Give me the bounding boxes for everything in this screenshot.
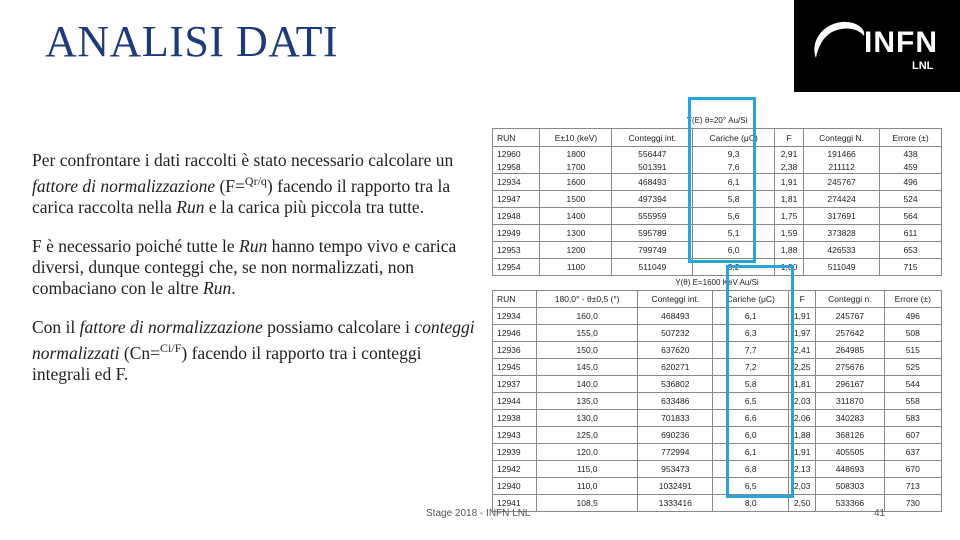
column-header: Errore (±) <box>880 129 942 147</box>
column-header: 180,0° - θ±0,5 (°) <box>537 291 638 308</box>
table-cell: 340283 <box>816 410 884 427</box>
table-cell: 12943 <box>493 427 537 444</box>
table-cell: 135,0 <box>537 393 638 410</box>
table-cell: 8,0 <box>713 495 789 512</box>
table-cell: 1100 <box>540 259 612 276</box>
table-cell: 524 <box>880 191 942 208</box>
table-cell: 497394 <box>612 191 693 208</box>
table-cell: 12960 <box>493 147 540 161</box>
table-cell: 2,06 <box>789 410 816 427</box>
table-cell: 1800 <box>540 147 612 161</box>
table-cell: 12944 <box>493 393 537 410</box>
table-cell: 368126 <box>816 427 884 444</box>
table1-caption: Y(E) θ=20° Au/Si <box>686 116 748 125</box>
table-cell: 12934 <box>493 174 540 191</box>
table-cell: 772994 <box>638 444 713 461</box>
table-cell: 3,2 <box>693 259 775 276</box>
table-cell: 507232 <box>638 325 713 342</box>
table-cell: 311870 <box>816 393 884 410</box>
column-header: Cariche (μC) <box>713 291 789 308</box>
table-cell: 125,0 <box>537 427 638 444</box>
table-cell: 1333416 <box>638 495 713 512</box>
table-cell: 701833 <box>638 410 713 427</box>
table-row <box>493 410 942 427</box>
column-header: Conteggi int. <box>638 291 713 308</box>
table-cell: 5,1 <box>693 225 775 242</box>
table-cell: 7,2 <box>713 359 789 376</box>
table-row <box>493 427 942 444</box>
table-cell: 7,6 <box>693 160 775 174</box>
table-cell: 12953 <box>493 242 540 259</box>
table-row <box>493 342 942 359</box>
table-cell: 5,8 <box>713 376 789 393</box>
table-cell: 12937 <box>493 376 537 393</box>
table-cell: 12947 <box>493 191 540 208</box>
table-cell: 1600 <box>540 174 612 191</box>
column-header: Cariche (μC) <box>693 129 775 147</box>
table-cell: 1500 <box>540 191 612 208</box>
table-cell: 274424 <box>804 191 880 208</box>
table-cell: 6,3 <box>713 325 789 342</box>
table-cell: 2,41 <box>789 342 816 359</box>
table-cell: 715 <box>880 259 942 276</box>
table-cell: 296167 <box>816 376 884 393</box>
infn-logo <box>794 0 960 92</box>
table-cell: 140,0 <box>537 376 638 393</box>
table-cell: 633486 <box>638 393 713 410</box>
table-cell: 2,13 <box>789 461 816 478</box>
table-cell: 2,25 <box>789 359 816 376</box>
table-row <box>493 325 942 342</box>
table-cell: 191466 <box>804 147 880 161</box>
table-cell: 508 <box>884 325 941 342</box>
table-cell: 1,59 <box>775 225 804 242</box>
table-cell: 264985 <box>816 342 884 359</box>
table-cell: 525 <box>884 359 941 376</box>
table-cell: 5,6 <box>693 208 775 225</box>
table-cell: 620271 <box>638 359 713 376</box>
table-row <box>493 393 942 410</box>
table-cell: 1300 <box>540 225 612 242</box>
footer-text: Stage 2018 - INFN LNL <box>426 508 531 519</box>
logo-sub: LNL <box>912 60 934 72</box>
table-cell: 108,5 <box>537 495 638 512</box>
table-cell: 12942 <box>493 461 537 478</box>
table-cell: 511049 <box>612 259 693 276</box>
table-row <box>493 444 942 461</box>
table-cell: 110,0 <box>537 478 638 495</box>
column-header: RUN <box>493 291 537 308</box>
table-cell: 533366 <box>816 495 884 512</box>
table-cell: 155,0 <box>537 325 638 342</box>
table-cell: 1700 <box>540 160 612 174</box>
paragraph-3: Con il fattore di normalizzazione possiamo calcolare i conteggi normalizzati (Cn=$^{Ci/F}$) facendo il rapporto tra i conteggi integrali ed F. <box>32 316 475 384</box>
table-cell: 690236 <box>638 427 713 444</box>
table-cell: 953473 <box>638 461 713 478</box>
table-cell: 6,1 <box>713 308 789 325</box>
table-cell: 245767 <box>816 308 884 325</box>
table-cell: 373828 <box>804 225 880 242</box>
table-cell: 115,0 <box>537 461 638 478</box>
table-cell: 426533 <box>804 242 880 259</box>
slide-title: ANALISI DATI <box>45 17 339 66</box>
table-cell: 317691 <box>804 208 880 225</box>
table-cell: 536802 <box>638 376 713 393</box>
table-cell: 2,03 <box>789 478 816 495</box>
table-cell: 1,00 <box>775 259 804 276</box>
table-cell: 12958 <box>493 160 540 174</box>
table-cell: 9,3 <box>693 147 775 161</box>
table-cell: 12948 <box>493 208 540 225</box>
table-cell: 1,88 <box>789 427 816 444</box>
table-cell: 5,8 <box>693 191 775 208</box>
column-header: F <box>775 129 804 147</box>
table-cell: 1400 <box>540 208 612 225</box>
table-cell: 496 <box>884 308 941 325</box>
table-cell: 1,81 <box>775 191 804 208</box>
table-cell: 12939 <box>493 444 537 461</box>
table-cell: 1,91 <box>789 308 816 325</box>
table-cell: 6,6 <box>713 410 789 427</box>
table-cell: 556447 <box>612 147 693 161</box>
table-cell: 544 <box>884 376 941 393</box>
table-cell: 6,1 <box>713 444 789 461</box>
table-cell: 2,38 <box>775 160 804 174</box>
table-cell: 501391 <box>612 160 693 174</box>
table-cell: 713 <box>884 478 941 495</box>
column-header: E±10 (keV) <box>540 129 612 147</box>
table-cell: 2,03 <box>789 393 816 410</box>
table-cell: 405505 <box>816 444 884 461</box>
table-cell: 595789 <box>612 225 693 242</box>
table-cell: 257642 <box>816 325 884 342</box>
angle-table <box>492 290 942 512</box>
table-cell: 160,0 <box>537 308 638 325</box>
table-cell: 448693 <box>816 461 884 478</box>
table-cell: 12936 <box>493 342 537 359</box>
table-cell: 2,91 <box>775 147 804 161</box>
page-number: 41 <box>874 508 886 519</box>
paragraph-1: Per confrontare i dati raccolti è stato necessario calcolare un fattore di normalizzazione (F=$^{Qr/q}$) facendo il rapporto tra la carica raccolta nella Run e la carica più piccola tra tutte. <box>32 150 454 217</box>
highlight-box-1 <box>688 97 756 263</box>
table-cell: 150,0 <box>537 342 638 359</box>
table-cell: 1,75 <box>775 208 804 225</box>
column-header: Errore (±) <box>884 291 941 308</box>
table-cell: 6,5 <box>713 393 789 410</box>
table-cell: 145,0 <box>537 359 638 376</box>
column-header: RUN <box>493 129 540 147</box>
table-cell: 1,91 <box>775 174 804 191</box>
table-cell: 6,0 <box>713 427 789 444</box>
table-cell: 12940 <box>493 478 537 495</box>
table-cell: 12945 <box>493 359 537 376</box>
table-cell: 275676 <box>816 359 884 376</box>
paragraph-2: F è necessario poiché tutte le Run hanno tempo vivo e carica diversi, dunque conteggi che, se non normalizzati, non combaciano con le altre Run. <box>32 235 457 298</box>
table-cell: 438 <box>880 147 942 161</box>
table-row <box>493 376 942 393</box>
table-cell: 555959 <box>612 208 693 225</box>
table-cell: 611 <box>880 225 942 242</box>
table-cell: 670 <box>884 461 941 478</box>
table-cell: 496 <box>880 174 942 191</box>
table-cell: 558 <box>884 393 941 410</box>
table-cell: 637620 <box>638 342 713 359</box>
table-cell: 6,1 <box>693 174 775 191</box>
column-header: Conteggi N. <box>804 129 880 147</box>
table-cell: 515 <box>884 342 941 359</box>
table-cell: 12954 <box>493 259 540 276</box>
table-row <box>493 478 942 495</box>
table-cell: 6,0 <box>693 242 775 259</box>
table-cell: 511049 <box>804 259 880 276</box>
table-cell: 1,88 <box>775 242 804 259</box>
column-header: F <box>789 291 816 308</box>
table-cell: 130,0 <box>537 410 638 427</box>
table-cell: 564 <box>880 208 942 225</box>
table-cell: 730 <box>884 495 941 512</box>
table-cell: 211112 <box>804 160 880 174</box>
column-header: Conteggi n. <box>816 291 884 308</box>
column-header: Conteggi int. <box>612 129 693 147</box>
table-cell: 12946 <box>493 325 537 342</box>
table-cell: 2,50 <box>789 495 816 512</box>
table-cell: 508303 <box>816 478 884 495</box>
table-cell: 1,97 <box>789 325 816 342</box>
logo-name: INFN <box>864 26 938 59</box>
table-cell: 607 <box>884 427 941 444</box>
table-row <box>493 308 942 325</box>
body-text <box>32 150 482 403</box>
table-cell: 12938 <box>493 410 537 427</box>
table-cell: 468493 <box>638 308 713 325</box>
highlight-box-2 <box>726 265 794 498</box>
table-cell: 6,8 <box>713 461 789 478</box>
table-cell: 245767 <box>804 174 880 191</box>
table2-caption: Y(θ) E=1600 KeV Au/Si <box>675 278 759 287</box>
table-cell: 12941 <box>493 495 537 512</box>
table-cell: 1,91 <box>789 444 816 461</box>
table-cell: 1032491 <box>638 478 713 495</box>
table-cell: 1,81 <box>789 376 816 393</box>
table-cell: 583 <box>884 410 941 427</box>
table-cell: 637 <box>884 444 941 461</box>
table-cell: 6,5 <box>713 478 789 495</box>
table-row <box>493 359 942 376</box>
table-cell: 653 <box>880 242 942 259</box>
table-cell: 120,0 <box>537 444 638 461</box>
table-cell: 468493 <box>612 174 693 191</box>
table-row <box>493 461 942 478</box>
table-cell: 799749 <box>612 242 693 259</box>
table-cell: 12934 <box>493 308 537 325</box>
table-cell: 7,7 <box>713 342 789 359</box>
infn-ring-icon <box>808 14 868 74</box>
table-cell: 12949 <box>493 225 540 242</box>
table-cell: 459 <box>880 160 942 174</box>
table-cell: 1200 <box>540 242 612 259</box>
